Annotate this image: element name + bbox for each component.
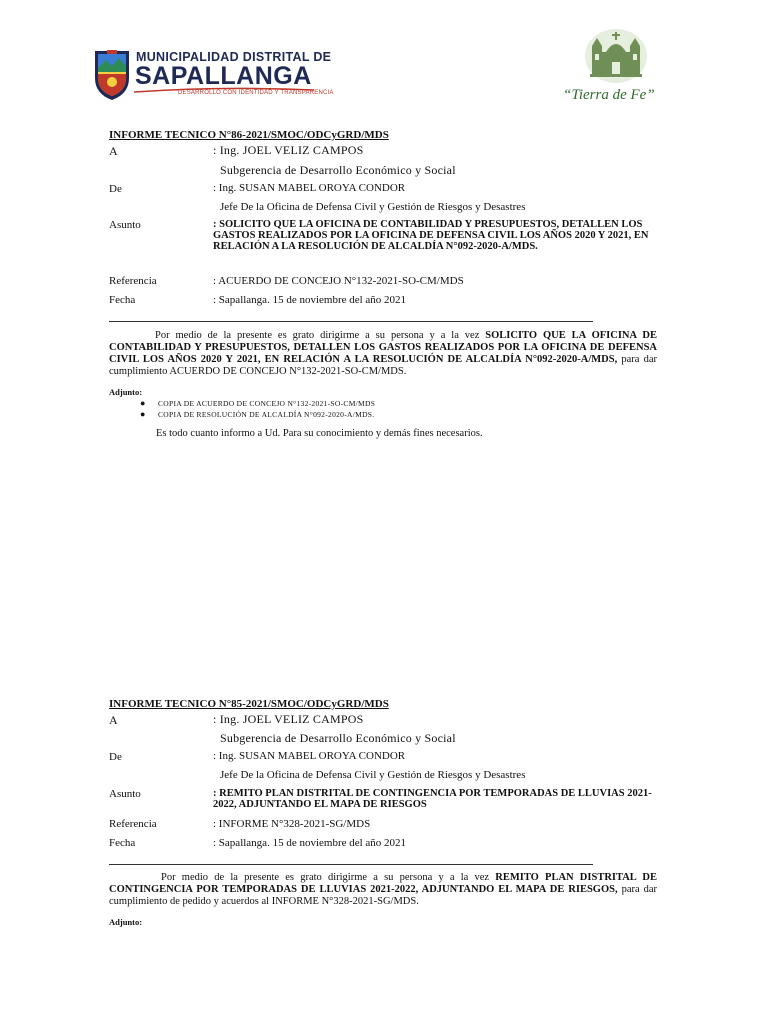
doc1-attachment-item [140,409,374,419]
doc2-body-intro: Por medio de la presente es grato dirigirme a su persona y a la vez [161,872,496,883]
doc2-label-de: De [109,751,122,763]
doc1-fecha-value: : Sapallanga. 15 de noviembre del año 2021 [213,294,407,306]
doc1-body-intro: Por medio de la presente es grato dirigirme a su persona y a la vez [155,330,486,341]
slogan: “Tierra de Fe” [563,87,655,103]
doc2-label-asunto: Asunto [109,788,141,800]
doc1-label-referencia: Referencia [109,275,157,287]
doc1-label-fecha: Fecha [109,294,136,306]
coat-of-arms-icon [92,48,132,102]
bullet-icon: ● [140,409,146,419]
doc2-title: INFORME TECNICO N°85-2021/SMOC/ODCyGRD/MDS [109,698,389,710]
doc1-referencia-value: : ACUERDO DE CONCEJO N°132-2021-SO-CM/MDS [213,275,464,287]
municipality-motto: DESARROLLO CON IDENTIDAD Y TRANSPARENCIA [178,90,334,96]
doc2-body [109,872,657,908]
doc1-body [109,330,657,378]
bullet-icon: ● [140,398,146,408]
doc1-attachment-text: COPIA DE RESOLUCIÓN DE ALCALDÍA N°092-2020-A/MDS. [158,410,375,419]
doc1-de-sub: Jefe De la Oficina de Defensa Civil y Gestión de Riesgos y Desastres [220,201,526,213]
municipality-name: SAPALLANGA [135,62,312,90]
municipality-logo [92,48,334,104]
church-icon [584,28,648,84]
doc2-de-sub: Jefe De la Oficina de Defensa Civil y Gestión de Riesgos y Desastres [220,769,526,781]
doc2-de-value: : Ing. SUSAN MABEL OROYA CONDOR [213,750,406,762]
doc1-asunto-value: : SOLICITO QUE LA OFICINA DE CONTABILIDAD Y PRESUPUESTOS, DETALLEN LOS GASTOS REALIZADOS POR LA OFICINA DE DEFENSA CIVIL LOS AÑOS 2020 Y 2021, EN RELACIÓN A LA RESOLUCIÓN DE ALCALDÍA N°092-2020-A/MDS. [213,219,649,252]
doc1-body-end: para dar cumplimiento ACUERDO DE CONCEJO N°132-2021-SO-CM/MDS. [109,354,657,377]
doc2-body-bold: REMITO PLAN DISTRITAL DE CONTINGENCIA POR TEMPORADAS DE LLUVIAS 2021-2022, ADJUNTANDO EL MAPA DE RIESGOS, [109,872,657,895]
doc1-de-value: : Ing. SUSAN MABEL OROYA CONDOR [213,182,406,194]
doc1-closing: Es todo cuanto informo a Ud. Para su conocimiento y demás fines necesarios. [156,428,483,439]
doc1-label-de: De [109,183,122,195]
doc1-body-bold: SOLICITO QUE LA OFICINA DE CONTABILIDAD Y PRESUPUESTOS, DETALLEN LOS GASTOS REALIZADOS POR LA OFICINA DE DEFENSA CIVIL LOS AÑOS 2020 Y 2021, EN RELACIÓN A LA RESOLUCIÓN DE ALCALDÍA N°092-2020-A/MDS, [109,330,657,365]
doc1-separator [109,321,593,322]
doc2-referencia-value: : INFORME N°328-2021-SG/MDS [213,818,371,830]
doc1-a-value: : Ing. JOEL VELIZ CAMPOS [213,143,364,157]
doc2-attachments-label: Adjunto: [109,917,143,927]
doc1-label-a: A [109,144,118,158]
doc2-fecha-value: : Sapallanga. 15 de noviembre del año 2021 [213,837,407,849]
doc1-title: INFORME TECNICO N°86-2021/SMOC/ODCyGRD/MDS [109,129,389,141]
doc2-separator [109,864,593,865]
doc1-label-asunto: Asunto [109,219,141,231]
doc2-label-fecha: Fecha [109,837,136,849]
tierra-de-fe-logo [560,28,672,108]
doc1-a-sub: Subgerencia de Desarrollo Económico y Social [220,163,456,177]
doc2-label-a: A [109,713,118,727]
municipality-name-top: MUNICIPALIDAD DISTRITAL DE [136,50,332,64]
doc1-attachments-label: Adjunto: [109,387,143,397]
doc2-body-end: para dar cumplimiento de pedido y acuerdos al INFORME N°328-2021-SG/MDS. [109,884,657,907]
doc2-asunto-value: : REMITO PLAN DISTRITAL DE CONTINGENCIA POR TEMPORADAS DE LLUVIAS 2021-2022, ADJUNTANDO EL MAPA DE RIESGOS [213,788,652,810]
doc2-a-value: : Ing. JOEL VELIZ CAMPOS [213,712,364,726]
doc2-a-sub: Subgerencia de Desarrollo Económico y Social [220,731,456,745]
doc1-attachment-item [140,398,375,408]
doc2-label-referencia: Referencia [109,818,157,830]
doc1-attachment-text: COPIA DE ACUERDO DE CONCEJO N°132-2021-SO-CM/MDS [158,399,376,408]
